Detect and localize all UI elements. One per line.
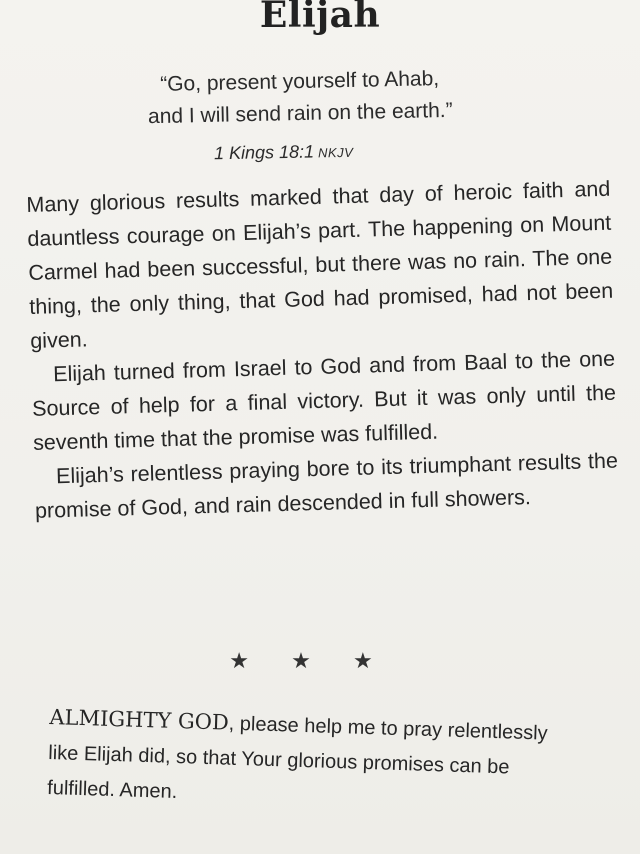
scripture-verse <box>0 60 601 137</box>
verse-line-2: and I will send rain on the earth.” <box>147 98 453 129</box>
prayer-text <box>47 700 570 822</box>
devotional-body <box>26 172 619 528</box>
body-paragraph-3: Elijah’s relentless praying bore to its triumphant results the promise of God, and rain descended in full showers. <box>34 448 619 523</box>
section-divider-stars: ★ ★ ★ <box>229 648 391 673</box>
reference-version: NKJV <box>317 144 354 161</box>
prayer-lead: ALMIGHTY GOD <box>49 704 230 735</box>
page-title: Elijah <box>259 0 381 36</box>
body-paragraph-1: Many glorious results marked that day of heroic faith and dauntless courage on Elijah’s part. The happening on Mount Carmel had been successful, but there was no rain. The one thing, the only thing, that God had promised, had not been given. <box>26 176 614 353</box>
prayer-rest: , please help me to pray relentlessly like Elijah did, so that Your glorious promises can be fulfilled. Amen. <box>46 712 548 804</box>
reference-text: 1 Kings 18:1 <box>213 141 315 164</box>
verse-line-1: “Go, present yourself to Ahab, <box>159 67 440 96</box>
verse-reference <box>214 141 354 164</box>
body-paragraph-2: Elijah turned from Israel to God and from Baal to the one Source of help for a final victory. But it was only until the seventh time that the promise was fulfilled. <box>31 346 617 455</box>
